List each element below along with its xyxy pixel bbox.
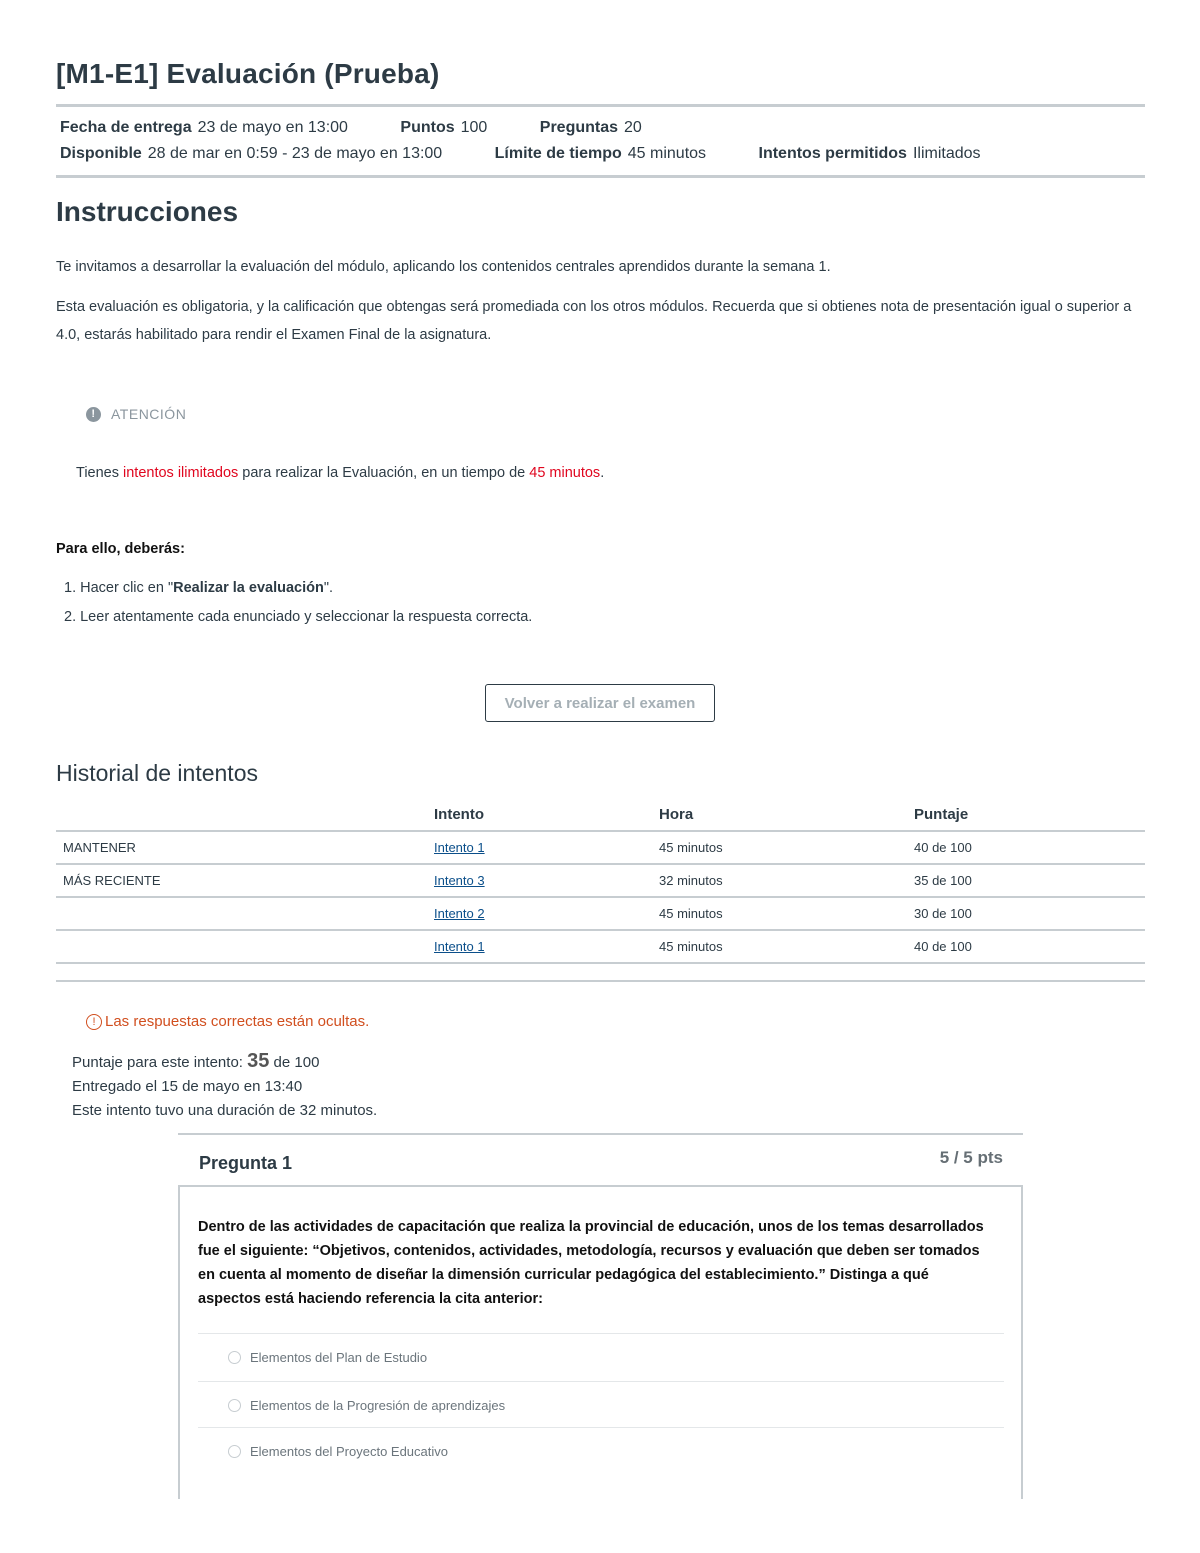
radio-icon[interactable]	[228, 1351, 241, 1364]
attempt-time: 45 minutos	[659, 897, 914, 930]
attempt-link[interactable]: Intento 2	[434, 906, 485, 921]
attempt-time: 32 minutos	[659, 864, 914, 897]
allowed-attempts: Intentos permitidos Ilimitados	[758, 145, 981, 162]
attempt-time: 45 minutos	[659, 831, 914, 864]
answer-option[interactable]	[198, 1381, 1004, 1428]
question-header	[178, 1133, 1023, 1187]
attempt-history-title: Historial de intentos	[56, 760, 258, 786]
row-tag	[56, 897, 434, 930]
attempt-link[interactable]: Intento 1	[434, 939, 485, 954]
header-score: Puntaje	[914, 798, 1145, 831]
table-row	[56, 831, 1145, 864]
row-tag: MÁS RECIENTE	[56, 864, 434, 897]
question-card	[178, 1133, 1023, 1499]
attention-label: ATENCIÓN	[111, 406, 187, 422]
info-icon: !	[86, 407, 101, 422]
highlight-time: 45 minutos	[529, 465, 601, 481]
radio-icon[interactable]	[228, 1445, 241, 1458]
attention-callout	[86, 406, 186, 422]
answer-option[interactable]	[198, 1333, 1004, 1380]
instructions-heading: Instrucciones	[56, 196, 239, 227]
page-title: [M1-E1] Evaluación (Prueba)	[56, 58, 440, 89]
attempt-time: 45 minutos	[659, 930, 914, 963]
hidden-answers-notice: ! Las respuestas correctas están ocultas.	[86, 1013, 369, 1030]
meta-row-1	[60, 119, 642, 137]
answer-label: Elementos del Plan de Estudio	[250, 1349, 428, 1365]
attempt-score-line: Puntaje para este intento: 35 de 100	[72, 1050, 320, 1072]
score-value: 35	[247, 1050, 270, 1072]
step-2: 2. Leer atentamente cada enunciado y seleccionar la respuesta correcta.	[64, 609, 533, 625]
instructions-paragraph-2: Esta evaluación es obligatoria, y la calificación que obtengas será promediada con los otros módulos. Recuerda que si obtienes nota de presentación igual o superior a 4.0, estarás habilitado para rendir el Examen Final de la asignatura.	[56, 299, 1132, 343]
question-body	[178, 1187, 1023, 1499]
question-points: 5 / 5 pts	[939, 1148, 1003, 1167]
row-tag	[56, 930, 434, 963]
attempt-history-table	[56, 798, 1145, 964]
answer-label: Elementos de la Progresión de aprendizajes	[250, 1397, 506, 1413]
attempt-score: 35 de 100	[914, 864, 1145, 897]
header-tag	[56, 798, 434, 831]
table-row	[56, 864, 1145, 897]
time-limit: Límite de tiempo 45 minutos	[494, 145, 707, 162]
header-attempt: Intento	[434, 798, 659, 831]
questions-count: Preguntas 20	[539, 119, 642, 136]
due-date: Fecha de entrega 23 de mayo en 13:00	[60, 119, 348, 136]
answer-label: Elementos del Proyecto Educativo	[250, 1443, 448, 1459]
highlight-unlimited: intentos ilimitados	[123, 465, 239, 481]
steps-intro: Para ello, deberás:	[56, 541, 185, 557]
step-1: 1. Hacer clic en "Realizar la evaluación".	[64, 580, 334, 596]
table-row	[56, 897, 1145, 930]
header-time: Hora	[659, 798, 914, 831]
question-title: Pregunta 1	[199, 1153, 293, 1173]
meta-row-2	[60, 145, 981, 163]
warning-icon: !	[86, 1014, 102, 1030]
divider	[56, 980, 1145, 982]
attempt-score: 30 de 100	[914, 897, 1145, 930]
points: Puntos 100	[400, 119, 488, 136]
radio-icon[interactable]	[228, 1399, 241, 1412]
availability: Disponible 28 de mar en 0:59 - 23 de mayo en 13:00	[60, 145, 443, 162]
attempt-duration: Este intento tuvo una duración de 32 minutos.	[72, 1102, 378, 1119]
row-tag: MANTENER	[56, 831, 434, 864]
retake-quiz-button[interactable]: Volver a realizar el examen	[485, 684, 715, 722]
question-text: Dentro de las actividades de capacitación que realiza la provincial de educación, unos de los temas desarrollados fue el siguiente: “Objetivos, contenidos, actividades, metodología, recursos y evaluación que deben ser tomados en cuenta al momento de diseñar la dimensión curricular pedagógica del establecimiento.” Distinga a qué aspectos está haciendo referencia la cita anterior:	[198, 1219, 984, 1307]
attempt-score: 40 de 100	[914, 831, 1145, 864]
divider	[56, 175, 1145, 178]
attempt-link[interactable]: Intento 1	[434, 840, 485, 855]
divider	[56, 104, 1145, 107]
instructions-paragraph-1: Te invitamos a desarrollar la evaluación del módulo, aplicando los contenidos centrales aprendidos durante la semana 1.	[56, 259, 831, 275]
answer-option[interactable]	[198, 1427, 1004, 1474]
attempt-score: 40 de 100	[914, 930, 1145, 963]
attempt-link[interactable]: Intento 3	[434, 873, 485, 888]
table-row	[56, 930, 1145, 963]
submitted-date: Entregado el 15 de mayo en 13:40	[72, 1078, 303, 1095]
attention-text: Tienes intentos ilimitados para realizar la Evaluación, en un tiempo de 45 minutos.	[76, 465, 605, 481]
